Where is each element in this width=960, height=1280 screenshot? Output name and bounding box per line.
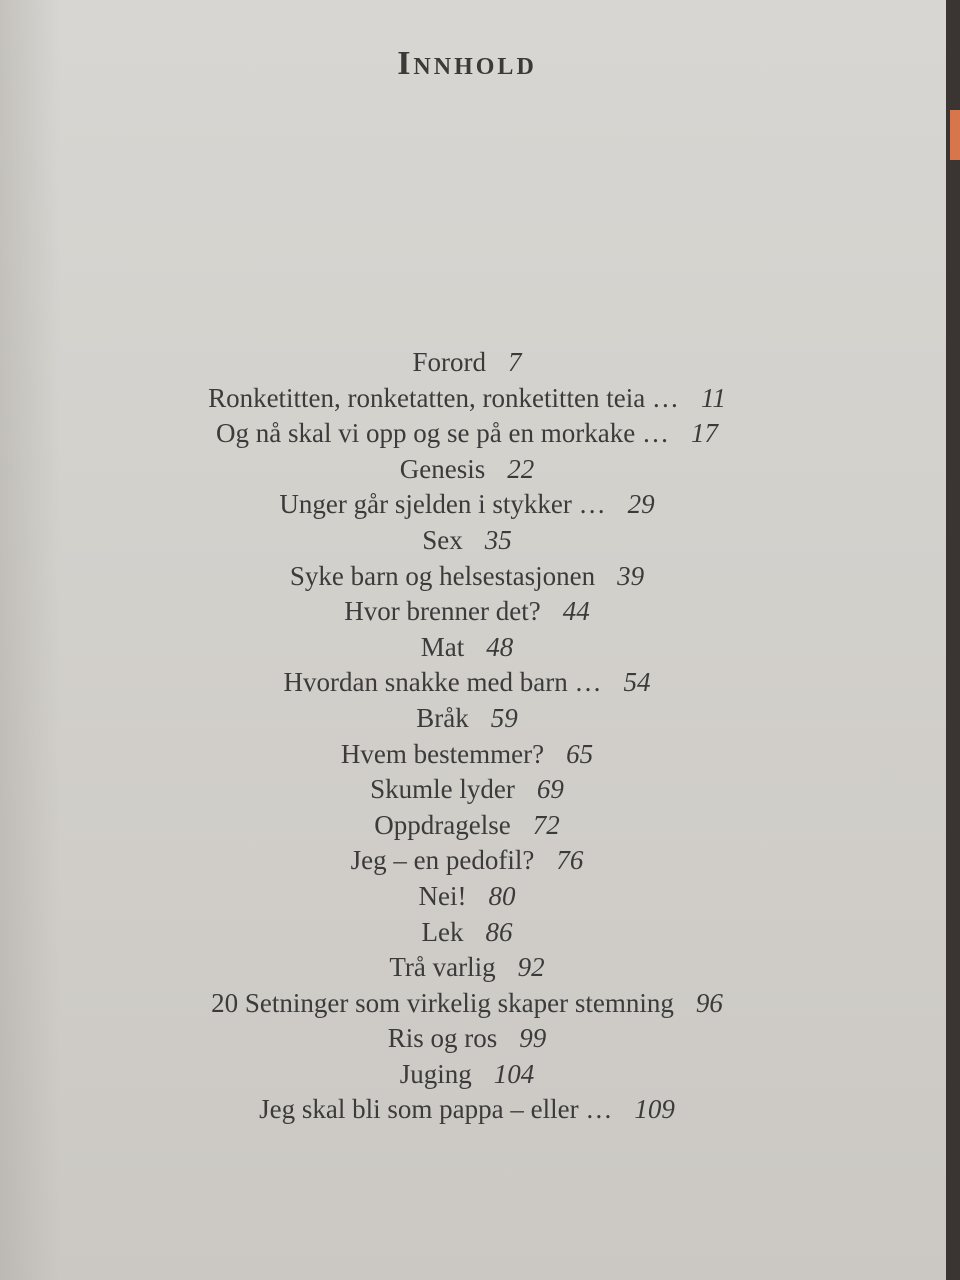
toc-entry-page-number: 44 [562, 596, 590, 627]
toc-entry-page-number: 86 [485, 916, 513, 947]
toc-entry-page-number: 80 [488, 880, 516, 911]
toc-entry [0, 843, 934, 879]
toc-entry-page-number: 7 [508, 347, 522, 377]
toc-entry-page-number: 54 [623, 667, 651, 698]
toc-entry-page-number: 17 [690, 418, 718, 449]
toc-entry [0, 701, 934, 737]
toc-entry-page-number: 59 [490, 702, 518, 733]
toc-entry [0, 416, 934, 452]
toc-entry-title: Ronketitten, ronketatten, ronketitten teia … [208, 382, 679, 413]
toc-entry [0, 986, 934, 1022]
toc-entry [0, 630, 934, 666]
toc-entry-page-number: 39 [617, 560, 645, 591]
toc-entry-page-number: 65 [566, 738, 594, 769]
toc-entry [0, 559, 934, 595]
toc-entry-title: Hvordan snakke med barn … [283, 667, 602, 698]
toc-entry-title: Sex [422, 524, 463, 555]
toc-entry [0, 523, 934, 559]
toc-entry-page-number: 22 [507, 453, 535, 484]
toc-entry-title: Nei! [418, 880, 467, 911]
book-edge-accent [950, 110, 960, 160]
toc-entry-title: Lek [421, 916, 464, 947]
toc-entry-title: Jeg skal bli som pappa – eller … [259, 1094, 613, 1125]
toc-entry [0, 772, 934, 808]
toc-entry [0, 345, 934, 381]
toc-entry [0, 487, 934, 523]
toc-entry [0, 1092, 934, 1128]
toc-entry-page-number: 72 [532, 809, 560, 840]
page-title: Innhold [397, 44, 537, 82]
toc-entry-page-number: 69 [536, 774, 564, 805]
toc-entry-title: Ris og ros [387, 1023, 498, 1054]
toc-entry-title: Oppdragelse [374, 809, 511, 840]
toc-entry-page-number: 29 [627, 489, 655, 520]
toc-entry-title: Bråk [416, 702, 469, 733]
toc-entry [0, 808, 934, 844]
toc-entry-title: Hvor brenner det? [344, 596, 541, 627]
toc-entry-title: Genesis [399, 453, 486, 484]
toc-entry-page-number: 35 [484, 524, 512, 555]
toc-entry-title: Mat [420, 631, 465, 662]
toc-entry-page-number: 96 [695, 987, 723, 1018]
toc-entry-title: Hvem bestemmer? [340, 738, 545, 769]
table-of-contents [0, 345, 934, 1128]
toc-entry [0, 381, 934, 417]
toc-entry-title: Forord [412, 347, 486, 377]
toc-entry [0, 737, 934, 773]
toc-entry [0, 594, 934, 630]
toc-entry-title: Jeg – en pedofil? [350, 845, 535, 876]
toc-entry [0, 950, 934, 986]
toc-entry [0, 879, 934, 915]
toc-entry [0, 1021, 934, 1057]
toc-entry-title: Trå varlig [389, 952, 496, 983]
toc-entry-page-number: 48 [486, 631, 514, 662]
toc-entry-page-number: 11 [700, 382, 726, 413]
toc-entry-title: Unger går sjelden i stykker … [279, 489, 606, 520]
toc-entry-title: Juging [399, 1058, 472, 1089]
toc-entry-title: Og nå skal vi opp og se på en morkake … [216, 418, 669, 449]
toc-entry-title: Syke barn og helsestasjonen [289, 560, 596, 591]
toc-entry-title: 20 Setninger som virkelig skaper stemning [211, 987, 674, 1018]
toc-entry [0, 915, 934, 951]
toc-entry-page-number: 104 [493, 1058, 535, 1089]
toc-entry-page-number: 76 [556, 845, 584, 876]
toc-entry-page-number: 109 [634, 1094, 675, 1125]
toc-entry-page-number: 92 [517, 952, 545, 983]
toc-entry-title: Skumle lyder [370, 774, 515, 805]
toc-entry [0, 665, 934, 701]
toc-entry [0, 1057, 934, 1093]
toc-entry [0, 452, 934, 488]
toc-entry-page-number: 99 [519, 1023, 547, 1054]
book-edge [946, 0, 960, 1280]
